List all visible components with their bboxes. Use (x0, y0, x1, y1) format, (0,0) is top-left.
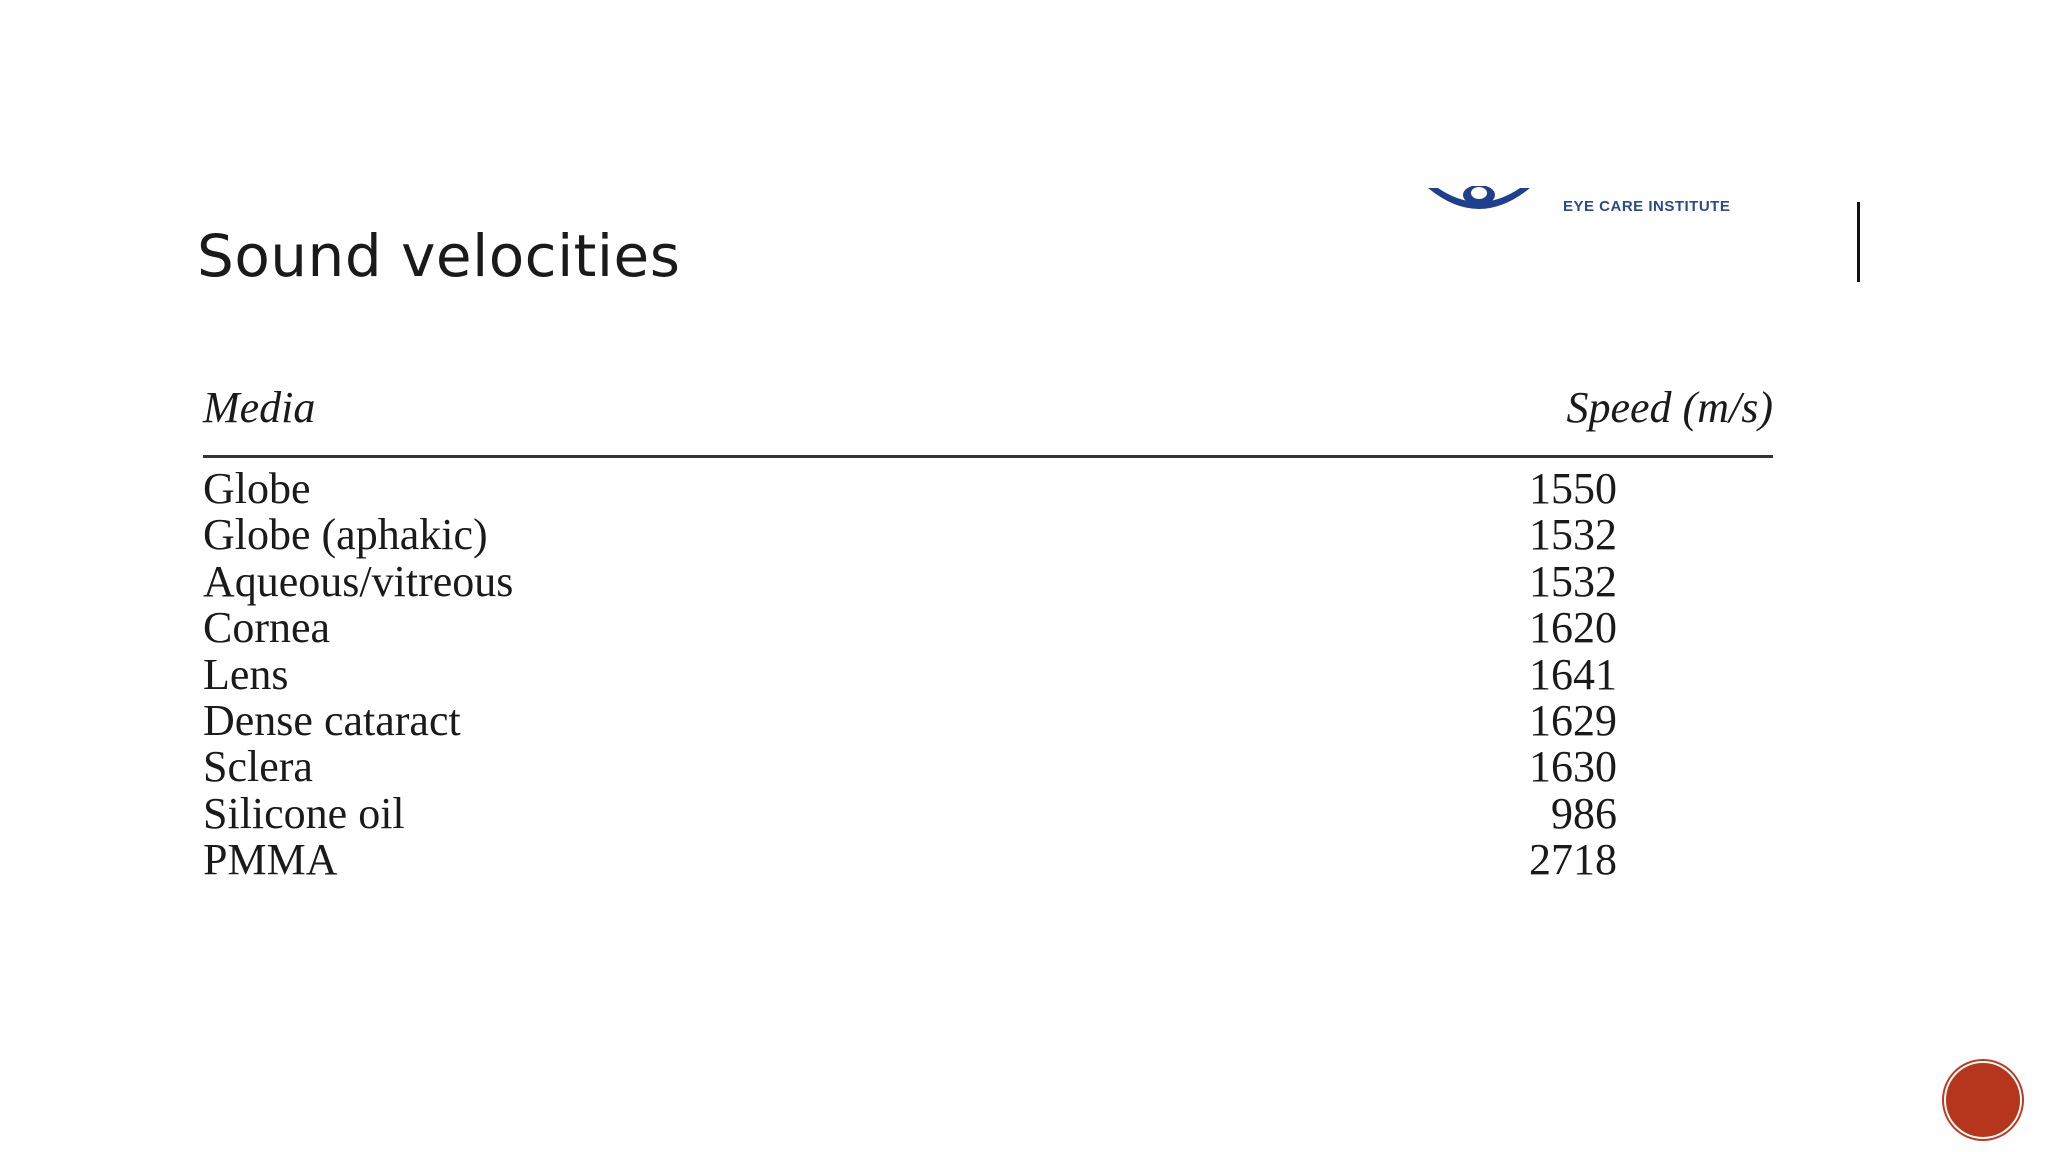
media-cell: Lens (203, 649, 289, 699)
speed-cell: 986 (1551, 788, 1617, 838)
slide-number-badge (1944, 1061, 2022, 1139)
speed-cell: 1641 (1529, 649, 1617, 699)
table-header (203, 374, 1773, 454)
speed-cell: 2718 (1529, 835, 1617, 885)
header-rule (203, 455, 1773, 458)
media-cell: Globe (203, 464, 311, 513)
header-speed: Speed (m/s) (1566, 383, 1773, 432)
velocity-table (203, 374, 1773, 885)
media-cell: Silicone oil (203, 788, 405, 838)
media-cell: Globe (aphakic) (203, 510, 488, 560)
table-row (203, 512, 1773, 558)
speed-cell: 1620 (1529, 603, 1617, 653)
table-row (203, 788, 1773, 838)
speed-cell: 1532 (1529, 556, 1617, 606)
table-row (203, 744, 1773, 790)
table-body (203, 466, 1773, 884)
logo-text: EYE CARE INSTITUTE (1563, 198, 1731, 215)
speed-cell: 1630 (1529, 742, 1617, 792)
header-media: Media (203, 383, 316, 432)
speed-cell: 1550 (1529, 464, 1617, 513)
institute-logo (1424, 186, 1864, 222)
media-cell: Dense cataract (203, 695, 461, 745)
media-cell: PMMA (203, 835, 338, 885)
vertical-divider (1857, 202, 1860, 282)
table-row (203, 466, 1773, 512)
media-cell: Sclera (203, 742, 313, 792)
table-row (203, 556, 1773, 606)
table-row (203, 605, 1773, 651)
media-cell: Cornea (203, 603, 331, 653)
speed-cell: 1532 (1529, 510, 1617, 560)
slide-title: Sound velocities (197, 222, 681, 290)
media-cell: Aqueous/vitreous (203, 556, 514, 606)
table-row (203, 837, 1773, 883)
table-row (203, 695, 1773, 745)
table-row (203, 649, 1773, 699)
eye-logo-icon (1424, 186, 1534, 222)
speed-cell: 1629 (1529, 695, 1617, 745)
